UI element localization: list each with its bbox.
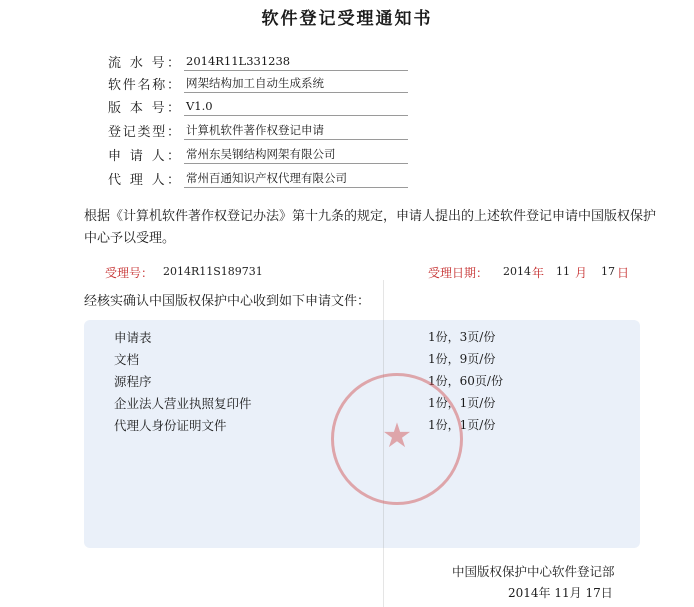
field-value: 常州百通知识产权代理有限公司 bbox=[184, 170, 408, 188]
document-quantity: 1份，60页/份 bbox=[428, 374, 503, 388]
field-label: 登记类型： bbox=[108, 125, 180, 140]
acceptance-date-label: 受理日期： bbox=[428, 266, 489, 280]
footer-organization: 中国版权保护中心软件登记部 bbox=[452, 564, 615, 579]
field-value: 常州东吴钢结构网架有限公司 bbox=[184, 146, 408, 164]
acceptance-day: 17 bbox=[601, 265, 615, 278]
document-name: 申请表 bbox=[114, 330, 152, 345]
acceptance-year-unit: 年 bbox=[532, 266, 545, 280]
confirm-text: 经核实确认中国版权保护中心收到如下申请文件： bbox=[84, 294, 371, 309]
acceptance-month: 11 bbox=[556, 265, 570, 278]
document-name: 文档 bbox=[114, 352, 140, 367]
document-name: 源程序 bbox=[114, 374, 152, 389]
field-value: 网架结构加工自动生成系统 bbox=[184, 75, 408, 93]
field-label: 申 请 人： bbox=[108, 149, 180, 164]
acceptance-number-value: 2014R11S189731 bbox=[163, 265, 263, 278]
field-value: 2014R11L331238 bbox=[184, 53, 408, 71]
field-value: V1.0 bbox=[184, 98, 408, 116]
star-icon: ★ bbox=[381, 416, 413, 456]
acceptance-year: 2014 bbox=[503, 265, 531, 278]
acceptance-day-unit: 日 bbox=[617, 266, 630, 280]
official-seal-stamp bbox=[331, 373, 463, 505]
document-quantity: 1份，3页/份 bbox=[428, 330, 496, 344]
document-quantity: 1份，1页/份 bbox=[428, 418, 496, 432]
document-quantity: 1份，9页/份 bbox=[428, 352, 496, 366]
field-label: 软件名称： bbox=[108, 78, 180, 93]
notice-title: 软件登记受理通知书 bbox=[261, 9, 433, 29]
list-item bbox=[84, 350, 640, 370]
document-name: 企业法人营业执照复印件 bbox=[114, 396, 252, 411]
list-item bbox=[84, 328, 640, 348]
field-value: 计算机软件著作权登记申请 bbox=[184, 122, 408, 140]
document-quantity: 1份，1页/份 bbox=[428, 396, 496, 410]
document-name: 代理人身份证明文件 bbox=[114, 418, 227, 433]
footer-date: 2014年 11月 17日 bbox=[508, 586, 613, 600]
field-label: 版 本 号： bbox=[108, 101, 180, 116]
acceptance-month-unit: 月 bbox=[575, 266, 588, 280]
field-label: 代 理 人： bbox=[108, 173, 180, 188]
acceptance-number-label: 受理号： bbox=[105, 266, 154, 280]
field-label: 流 水 号： bbox=[108, 56, 180, 71]
notice-paragraph: 根据《计算机软件著作权登记办法》第十九条的规定，申请人提出的上述软件登记申请中国版权保护中心予以受理。 bbox=[84, 209, 657, 246]
